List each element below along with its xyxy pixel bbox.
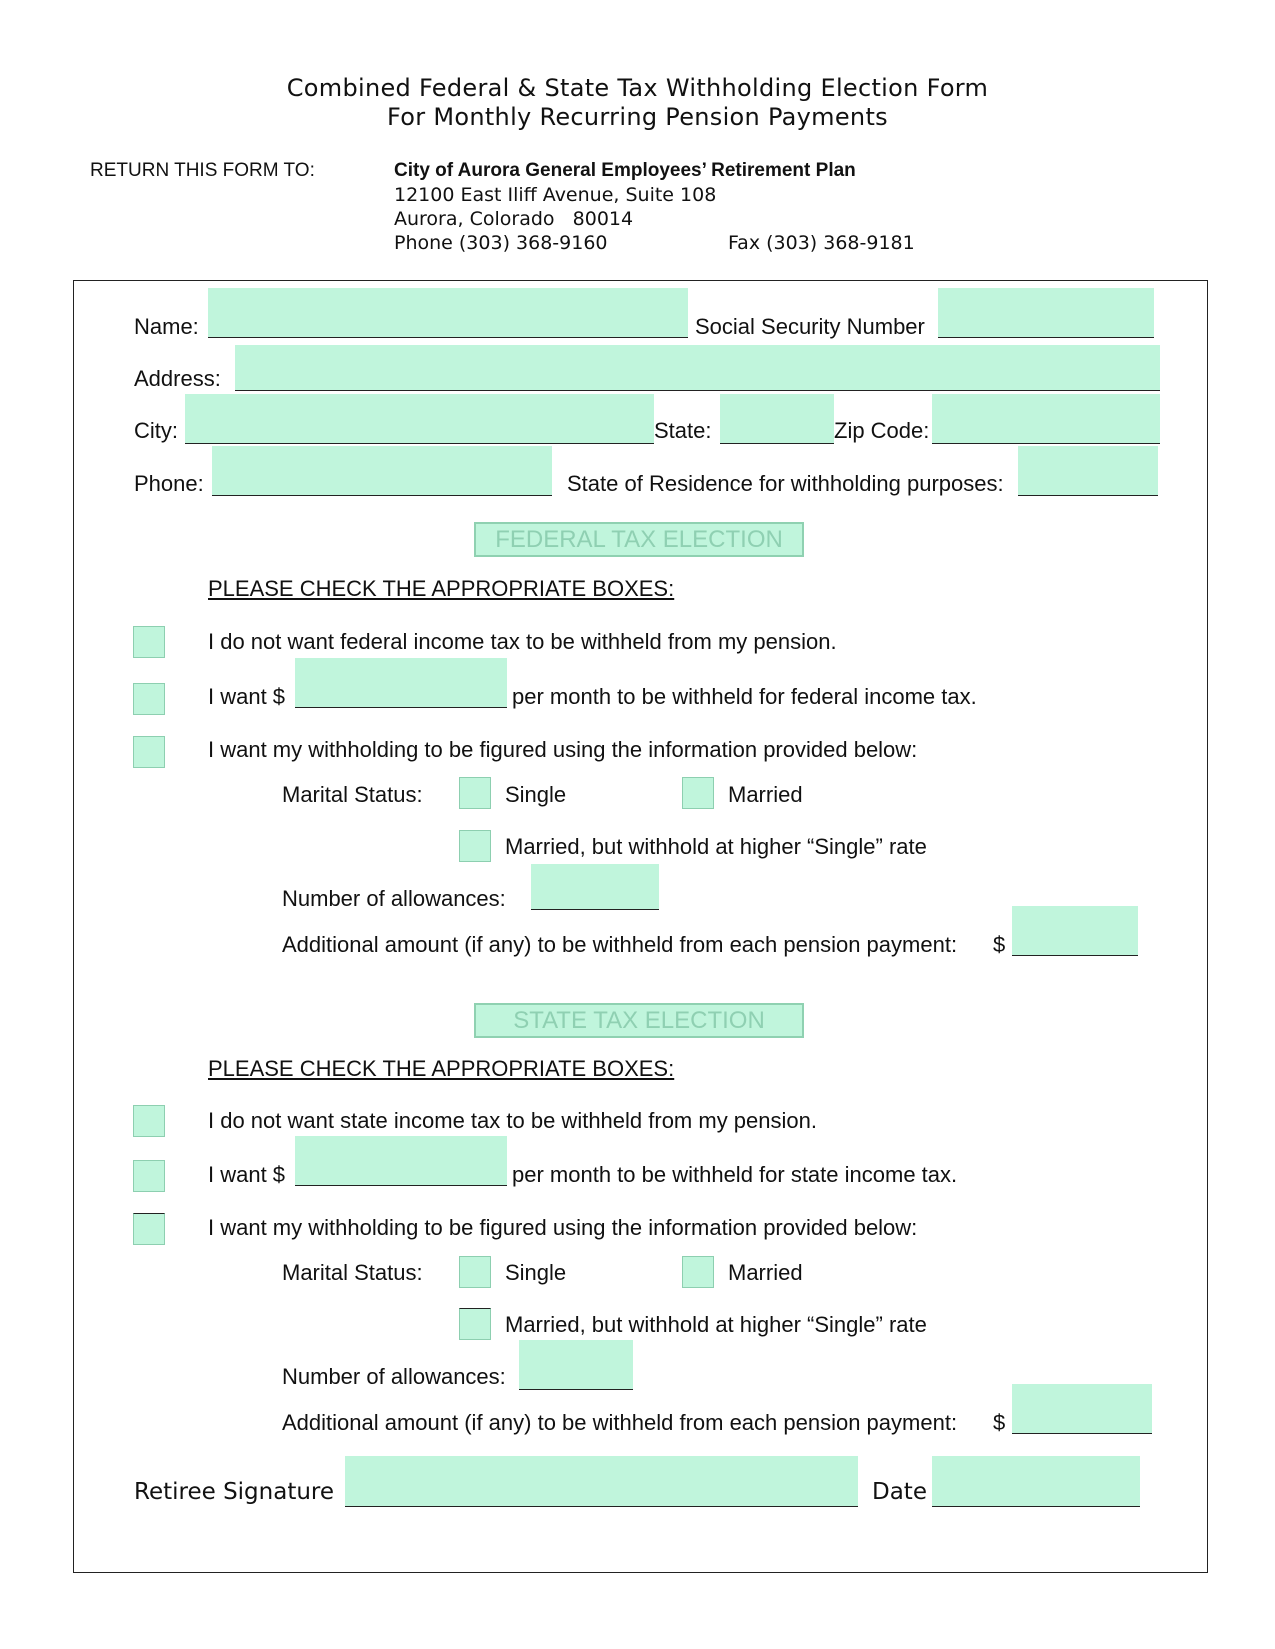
name-label: Name: <box>134 314 199 339</box>
federal-figured-label: I want my withholding to be figured using the information provided below: <box>208 737 918 762</box>
state-married-higher-label: Married, but withhold at higher “Single” rate <box>505 1312 927 1337</box>
state-figured-checkbox[interactable] <box>133 1213 165 1245</box>
org-fax: Fax (303) 368-9181 <box>728 232 915 254</box>
federal-no-withhold-label: I do not want federal income tax to be withheld from my pension. <box>208 629 837 654</box>
state-dollar-sign: $ <box>993 1410 1006 1435</box>
federal-figured-checkbox[interactable] <box>133 736 165 768</box>
form-title-line1: Combined Federal & State Tax Withholding Election Form <box>286 74 989 102</box>
state-instructions: PLEASE CHECK THE APPROPRIATE BOXES: <box>208 1056 675 1081</box>
org-address-line2: Aurora, Colorado 80014 <box>394 208 634 230</box>
date-field[interactable] <box>932 1456 1140 1507</box>
state-single-checkbox[interactable] <box>459 1256 491 1288</box>
federal-marital-label: Marital Status: <box>282 782 423 807</box>
zip-label: Zip Code: <box>834 418 930 443</box>
ssn-field[interactable] <box>938 288 1154 338</box>
federal-additional-field[interactable] <box>1012 906 1138 956</box>
federal-allowances-field[interactable] <box>531 864 659 910</box>
federal-want-prefix: I want $ <box>208 684 286 709</box>
federal-no-withhold-checkbox[interactable] <box>133 626 165 658</box>
federal-married-higher-label: Married, but withhold at higher “Single” rate <box>505 834 927 859</box>
city-field[interactable] <box>185 394 654 444</box>
address-label: Address: <box>134 366 221 391</box>
state-section-heading: STATE TAX ELECTION <box>474 1003 804 1038</box>
state-no-withhold-checkbox[interactable] <box>133 1105 165 1137</box>
federal-amount-field[interactable] <box>295 658 507 708</box>
state-want-prefix: I want $ <box>208 1162 286 1187</box>
phone-label: Phone: <box>134 471 204 496</box>
return-label: RETURN THIS FORM TO: <box>90 160 315 181</box>
state-married-label: Married <box>728 1260 803 1285</box>
federal-allowances-label: Number of allowances: <box>282 886 506 911</box>
state-no-withhold-label: I do not want state income tax to be withheld from my pension. <box>208 1108 817 1133</box>
federal-instructions: PLEASE CHECK THE APPROPRIATE BOXES: <box>208 576 675 601</box>
state-marital-label: Marital Status: <box>282 1260 423 1285</box>
state-married-higher-checkbox[interactable] <box>459 1308 491 1340</box>
date-label: Date <box>872 1479 927 1505</box>
federal-single-checkbox[interactable] <box>459 777 491 809</box>
state-allowances-label: Number of allowances: <box>282 1364 506 1389</box>
federal-married-higher-checkbox[interactable] <box>459 830 491 862</box>
state-amount-checkbox[interactable] <box>133 1160 165 1192</box>
signature-field[interactable] <box>345 1456 858 1507</box>
residence-label: State of Residence for withholding purposes: <box>567 471 1004 496</box>
state-label: State: <box>654 418 712 443</box>
address-field[interactable] <box>235 345 1160 391</box>
federal-amount-checkbox[interactable] <box>133 683 165 715</box>
zip-field[interactable] <box>932 394 1160 444</box>
org-name: City of Aurora General Employees’ Retirement Plan <box>394 160 856 181</box>
federal-married-label: Married <box>728 782 803 807</box>
federal-married-checkbox[interactable] <box>682 777 714 809</box>
federal-additional-label: Additional amount (if any) to be withheld from each pension payment: <box>282 932 958 957</box>
org-address-line1: 12100 East Iliff Avenue, Suite 108 <box>394 184 717 206</box>
ssn-label: Social Security Number <box>695 314 925 339</box>
form-title-line2: For Monthly Recurring Pension Payments <box>387 103 888 131</box>
state-figured-label: I want my withholding to be figured using the information provided below: <box>208 1215 918 1240</box>
state-amount-field[interactable] <box>295 1136 507 1186</box>
name-field[interactable] <box>208 288 688 338</box>
city-label: City: <box>134 418 178 443</box>
state-allowances-field[interactable] <box>519 1340 633 1390</box>
state-additional-field[interactable] <box>1012 1384 1152 1434</box>
federal-single-label: Single <box>505 782 567 807</box>
residence-state-field[interactable] <box>1018 446 1158 496</box>
state-field[interactable] <box>720 394 834 444</box>
state-additional-label: Additional amount (if any) to be withheld from each pension payment: <box>282 1410 958 1435</box>
state-want-suffix: per month to be withheld for state income tax. <box>512 1162 958 1187</box>
signature-label: Retiree Signature <box>134 1479 335 1505</box>
org-phone: Phone (303) 368-9160 <box>394 232 608 254</box>
phone-field[interactable] <box>212 446 552 496</box>
federal-section-heading: FEDERAL TAX ELECTION <box>474 522 804 557</box>
state-single-label: Single <box>505 1260 567 1285</box>
federal-want-suffix: per month to be withheld for federal income tax. <box>512 684 977 709</box>
federal-dollar-sign: $ <box>993 932 1006 957</box>
state-married-checkbox[interactable] <box>682 1256 714 1288</box>
